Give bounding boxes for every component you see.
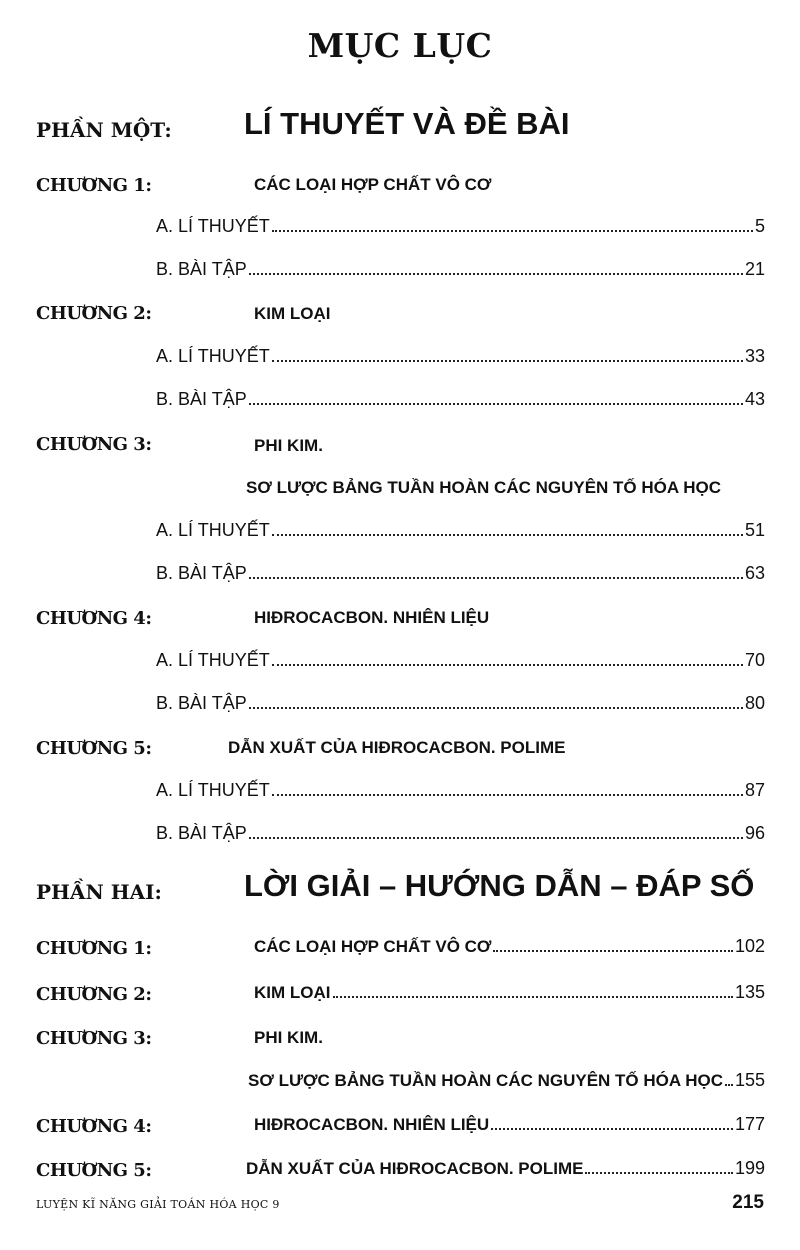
toc-entry-page: 199 [734, 1158, 765, 1178]
dot-leader [493, 950, 733, 952]
part-one-label: PHẦN MỘT: [36, 118, 172, 142]
footer-book-title: LUYỆN KĨ NĂNG GIẢI TOÁN HÓA HỌC 9 [36, 1198, 280, 1211]
toc-entry[interactable] [156, 259, 765, 280]
dot-leader [725, 1084, 733, 1086]
part2-chapter-4-label: CHƯƠNG 4: [36, 1116, 152, 1137]
toc-entry-page: 155 [734, 1070, 765, 1090]
toc-entry-text: A. LÍ THUYẾT [156, 216, 270, 236]
toc-entry[interactable] [156, 693, 765, 714]
toc-entry-page: 177 [734, 1114, 765, 1134]
toc-entry[interactable] [156, 650, 765, 671]
part1-chapter-4-title: HIĐROCACBON. NHIÊN LIỆU [254, 608, 490, 627]
dot-leader [272, 794, 743, 796]
toc-entry-text: B. BÀI TẬP [156, 259, 247, 279]
toc-entry-page: 96 [744, 823, 765, 843]
toc-entry-text: B. BÀI TẬP [156, 823, 247, 843]
dot-leader [249, 403, 743, 405]
toc-entry-text: B. BÀI TẬP [156, 693, 247, 713]
part1-chapter-4-label: CHƯƠNG 4: [36, 608, 152, 629]
part2-chapter-3-label: CHƯƠNG 3: [36, 1028, 152, 1049]
part1-chapter-1-title: CÁC LOẠI HỢP CHẤT VÔ CƠ [254, 175, 492, 194]
toc-entry-page: 102 [734, 936, 765, 956]
toc-entry[interactable] [156, 823, 765, 844]
dot-leader [272, 664, 743, 666]
toc-entry[interactable] [156, 346, 765, 367]
toc-entry[interactable] [248, 1070, 765, 1091]
part1-chapter-1-label: CHƯƠNG 1: [36, 175, 152, 196]
dot-leader [249, 577, 743, 579]
toc-entry-text: HIĐROCACBON. NHIÊN LIỆU [254, 1115, 490, 1134]
toc-entry-text: SƠ LƯỢC BẢNG TUẦN HOÀN CÁC NGUYÊN TỐ HÓA HỌC [248, 1071, 724, 1090]
toc-entry[interactable] [254, 982, 765, 1003]
page-title: MỤC LỤC [307, 26, 493, 65]
toc-entry-page: 43 [744, 389, 765, 409]
dot-leader [249, 273, 743, 275]
part-two-title: LỜI GIẢI – HƯỚNG DẪN – ĐÁP SỐ [244, 868, 755, 903]
toc-entry-text: B. BÀI TẬP [156, 389, 247, 409]
dot-leader [333, 996, 733, 998]
toc-entry-text: A. LÍ THUYẾT [156, 346, 270, 366]
toc-entry[interactable] [156, 389, 765, 410]
dot-leader [272, 360, 743, 362]
dot-leader [272, 534, 743, 536]
toc-entry-page: 51 [744, 520, 765, 540]
footer-page-number: 215 [732, 1192, 764, 1213]
toc-entry-text: DẪN XUẤT CỦA HIĐROCACBON. POLIME [246, 1159, 584, 1178]
toc-entry[interactable] [254, 936, 765, 957]
toc-entry[interactable] [156, 563, 765, 584]
toc-entry-page: 87 [744, 780, 765, 800]
toc-entry-text: B. BÀI TẬP [156, 563, 247, 583]
part1-chapter-3-title: PHI KIM. [254, 436, 323, 455]
toc-entry-page: 135 [734, 982, 765, 1002]
part2-chapter-1-label: CHƯƠNG 1: [36, 938, 152, 959]
dot-leader [249, 837, 743, 839]
part1-chapter-2-label: CHƯƠNG 2: [36, 303, 152, 324]
toc-entry-page: 63 [744, 563, 765, 583]
dot-leader [272, 230, 753, 232]
part1-chapter-5-label: CHƯƠNG 5: [36, 738, 152, 759]
toc-entry-text: A. LÍ THUYẾT [156, 780, 270, 800]
toc-entry[interactable] [156, 780, 765, 801]
dot-leader [249, 707, 743, 709]
dot-leader [491, 1128, 733, 1130]
part1-chapter-5-title: DẪN XUẤT CỦA HIĐROCACBON. POLIME [228, 738, 566, 757]
toc-entry-page: 70 [744, 650, 765, 670]
toc-entry-page: 21 [744, 259, 765, 279]
part-two-label: PHẦN HAI: [36, 880, 162, 904]
toc-entry[interactable] [246, 1158, 765, 1179]
part1-chapter-3-label: CHƯƠNG 3: [36, 434, 152, 455]
part2-chapter-3-title: PHI KIM. [254, 1028, 323, 1047]
part1-chapter-3-subtitle: SƠ LƯỢC BẢNG TUẦN HOÀN CÁC NGUYÊN TỐ HÓA HỌC [246, 478, 722, 497]
toc-entry-text: CÁC LOẠI HỢP CHẤT VÔ CƠ [254, 937, 492, 956]
part-one-title: LÍ THUYẾT VÀ ĐỀ BÀI [244, 106, 570, 141]
toc-entry[interactable] [156, 216, 765, 237]
part2-chapter-5-label: CHƯƠNG 5: [36, 1160, 152, 1181]
toc-entry-page: 5 [754, 216, 765, 236]
toc-entry[interactable] [156, 520, 765, 541]
toc-entry-text: A. LÍ THUYẾT [156, 520, 270, 540]
toc-entry[interactable] [254, 1114, 765, 1135]
toc-entry-text: A. LÍ THUYẾT [156, 650, 270, 670]
part1-chapter-2-title: KIM LOẠI [254, 304, 331, 323]
dot-leader [585, 1172, 732, 1174]
toc-entry-page: 80 [744, 693, 765, 713]
toc-entry-text: KIM LOẠI [254, 983, 331, 1002]
toc-entry-page: 33 [744, 346, 765, 366]
part2-chapter-2-label: CHƯƠNG 2: [36, 984, 152, 1005]
